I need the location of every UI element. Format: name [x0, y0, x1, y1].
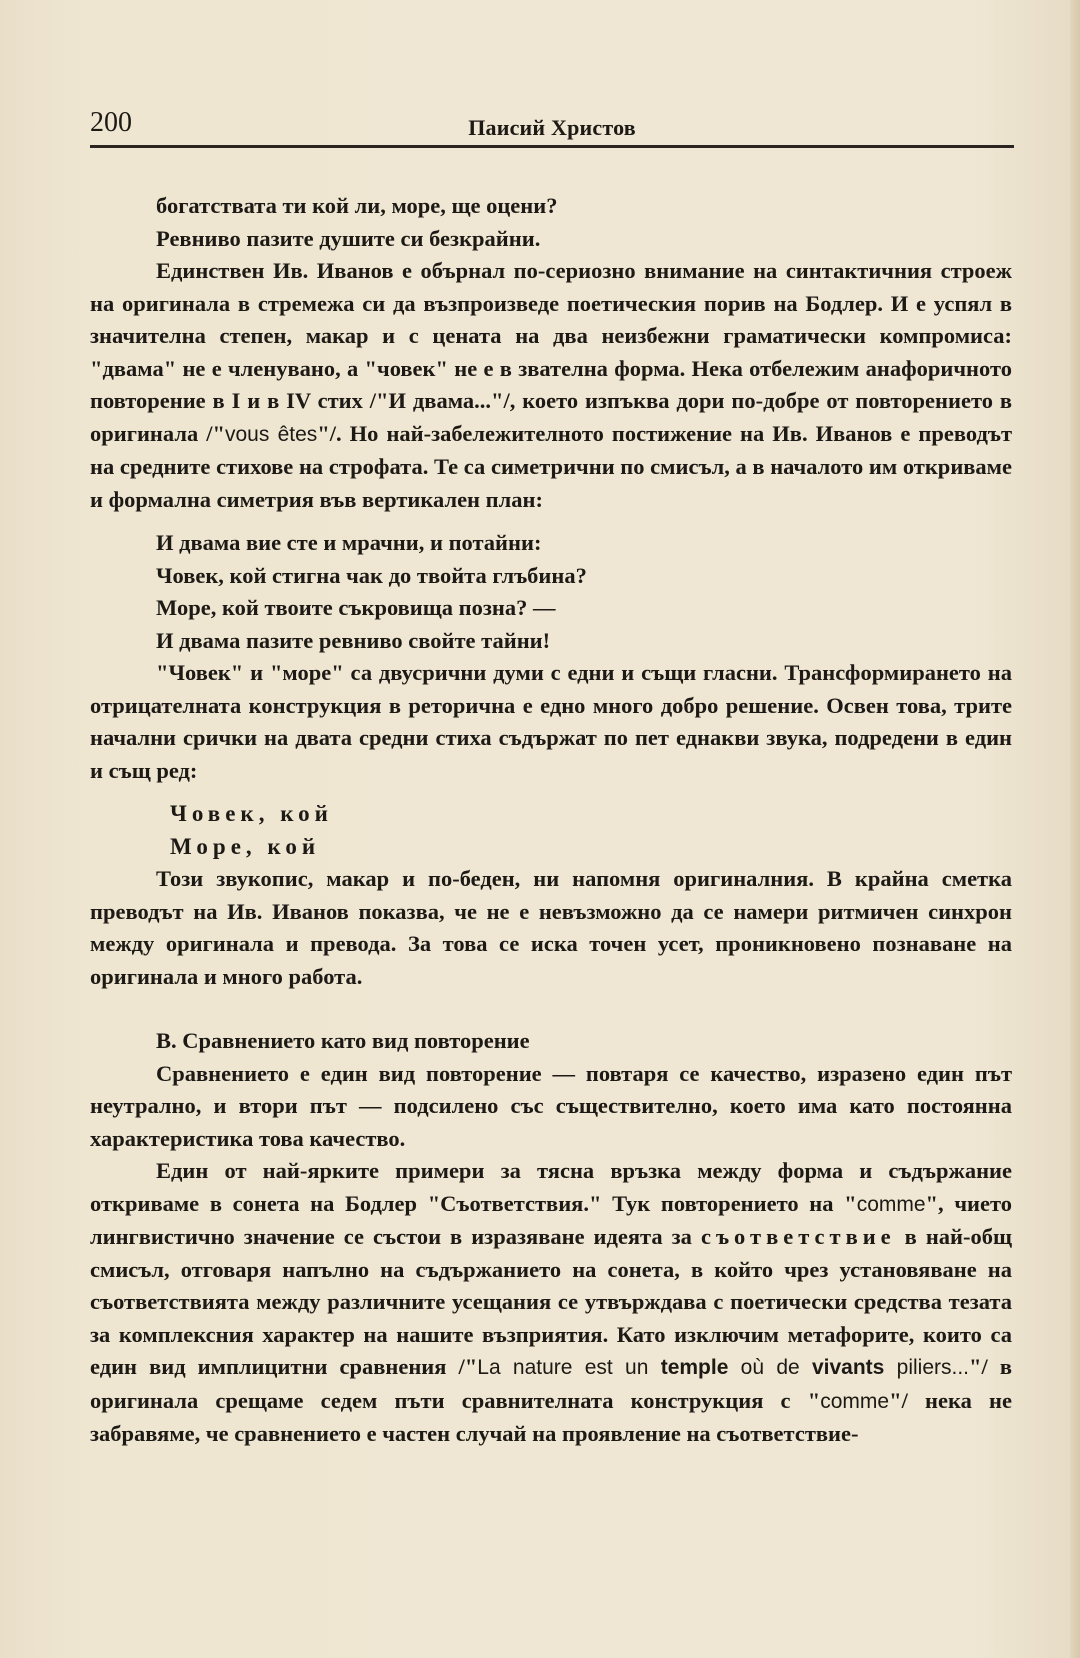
paragraph-text: в най-общ смисъл, отговаря напълно на съдържанието на сонета, в който чрез установяване на съответствията между различните усещания се утвърждава с поетически средства тезата за комплексния характер на нашите възприятия. Като изключим метафорите, които са един вид имплицитни сравнения /" [90, 1224, 1012, 1379]
page-header [90, 108, 1014, 148]
page-number: 200 [90, 107, 132, 138]
section-title: В. Сравнението като вид повторение [156, 1028, 530, 1053]
french-quote: vous êtes [224, 422, 318, 446]
header-rule [90, 145, 1014, 148]
french-quote-bold: vivants [811, 1356, 885, 1379]
paragraph-text: "/. Но най-забележителното постижение на Ив. Иванов е преводът на средните стихове на строфата. Те са симетрични по смисъл, а в началото им откриваме и формална симетрия във вертикален план: [90, 420, 1012, 512]
french-word: comme [820, 1389, 890, 1413]
paragraph-comparison: Сравнението е един вид повторение — повтаря се качество, изразено един път неутрално, и втори път — подсилено със съществително, което има като постоянна характеристика това качество. [90, 1060, 1012, 1151]
verse-line: Море, кой [170, 833, 321, 859]
french-quote: piliers... [884, 1356, 969, 1379]
paragraph-text: Един от най-ярките примери за тясна връзка между форма и съдържание откриваме в сонета на Бодлер "Съответствия." Тук повторението на " [90, 1158, 1012, 1216]
page-edge [1070, 0, 1080, 1658]
page-body [90, 190, 1012, 1451]
paragraph-ivanov [90, 255, 1012, 516]
french-word: comme [856, 1192, 926, 1216]
verse-quote-2 [156, 527, 1012, 657]
verse-quote-1 [156, 190, 1012, 255]
paragraph-sounds: "Човек" и "море" са двусрични думи с едни и същи гласни. Трансформирането на отрицателната конструкция в реторична е едно много добро решение. Освен това, трите начални срички на двата средни стиха съдържат по пет еднакви звука, подредени в един и същ ред: [90, 660, 1012, 783]
paragraph-text: ", чието лингвистично значение се състои в изразяване идеята за [90, 1190, 1012, 1249]
verse-line: Море, кой твоите съкровища позна? — [156, 595, 556, 620]
paragraph-correspondences [90, 1155, 1012, 1451]
paragraph-text: Единствен Ив. Иванов е обърнал по-сериозно внимание на синтактичния строеж на оригинала в стремежа си да възпроизведе поетическия порив на Бодлер. И е успял в значителна степен, макар и с цената на два неизбежни граматически компромиса: "двама" не е членувано, а "човек" не е в звателна форма. Нека отбележим анафоричното повторение в I и в IV стих /"И двама..."/, което изпъква дори по-добре от повторението в оригинала /" [90, 258, 1012, 446]
paragraph-sound-painting: Този звукопис, макар и по-беден, ни напомня оригиналния. В крайна сметка преводът на Ив. Иванов показва, че не е невъзможно да се намери ритмичен синхрон между оригинала и превода. За това се иска точен усет, проникновено познаване на оригинала и много работа. [90, 866, 1012, 989]
verse-line: Човек, кой [170, 801, 333, 826]
verse-line: Ревниво пазите душите си безкрайни. [156, 225, 541, 251]
verse-line: И двама вие сте и мрачни, и потайни: [156, 530, 542, 555]
verse-quote-3 [170, 798, 1012, 863]
french-quote: La nature est un [477, 1356, 661, 1379]
verse-line: богатствата ти кой ли, море, ще оцени? [156, 193, 558, 218]
verse-line: И двама пазите ревниво свойте тайни! [156, 627, 551, 653]
running-head: Паисий Христов [468, 115, 636, 140]
paragraph-text: "/ нека не забравяме, че сравнението е частен случай на проявление на съответствие- [90, 1387, 1012, 1446]
french-quote-bold: temple [660, 1356, 729, 1379]
verse-line: Човек, кой стигна чак до твойта глъбина? [156, 562, 587, 588]
french-quote: où de [728, 1356, 812, 1379]
spaced-emphasis: съответствие [700, 1224, 896, 1249]
paragraph-text: "/ в оригинала срещаме седем пъти сравнителната конструкция с " [90, 1354, 1012, 1413]
